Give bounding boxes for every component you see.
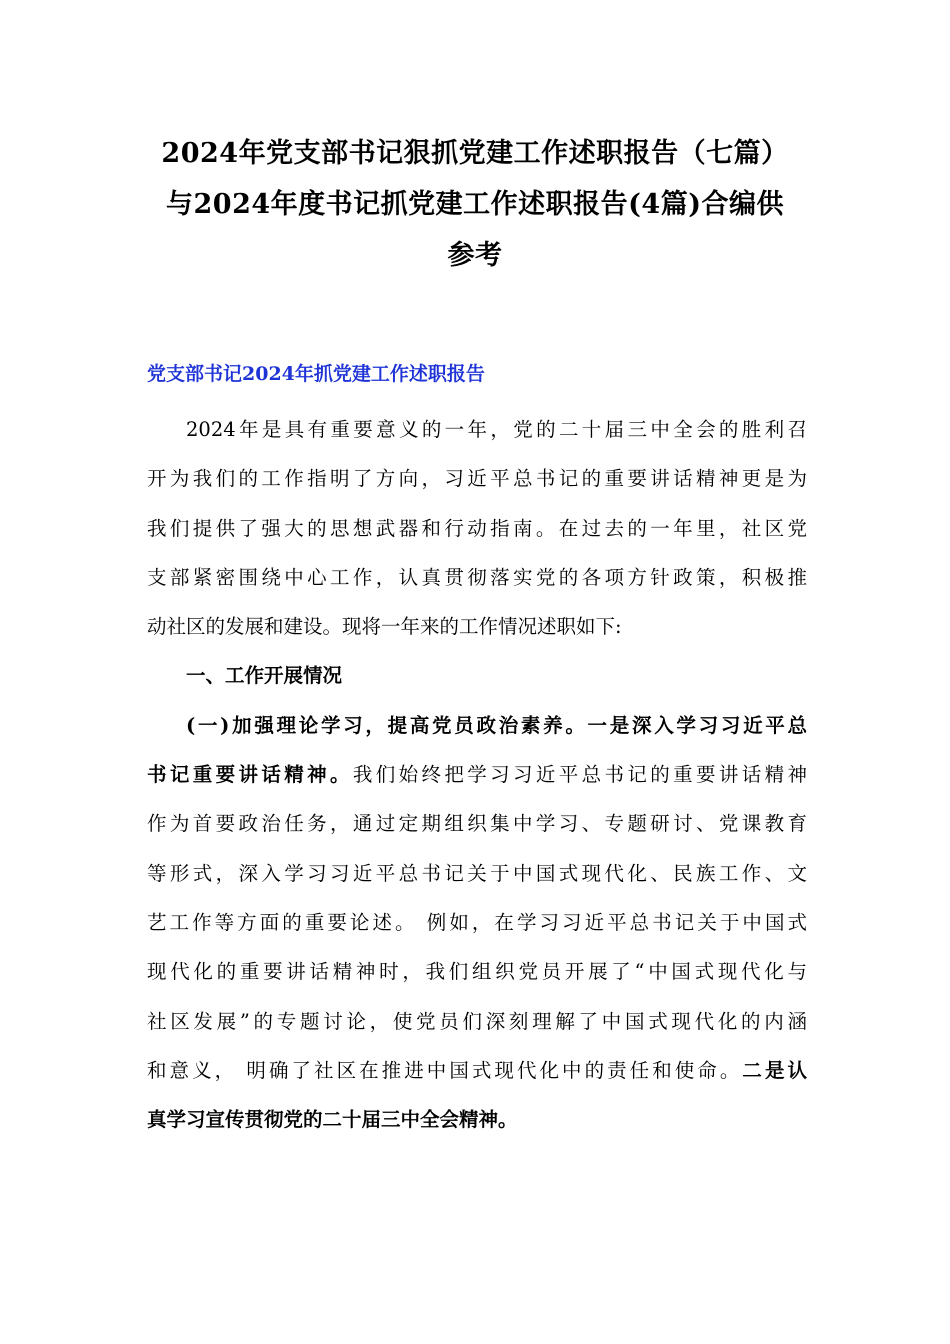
paragraph-line: 开为我们的工作指明了方向，习近平总书记的重要讲话精神更是为 [147,467,807,491]
paragraph-line: 艺工作等方面的重要论述。 例如，在学习习近平总书记关于中国式 [147,910,807,934]
document-title [130,128,820,281]
title-line-1: 2024年党支部书记狠抓党建工作述职报告（七篇） [161,138,789,169]
paragraph-line: 等形式，深入学习习近平总书记关于中国式现代化、民族工作、文 [147,861,807,885]
bold-phrase: 二是认 [742,1058,807,1082]
paragraph-line [147,1046,807,1095]
paragraph-line: 作为首要政治任务，通过定期组织集中学习、专题研讨、党课教育 [147,812,807,836]
paragraph-line: 2024年是具有重要意义的一年，党的二十届三中全会的胜利召 [186,418,807,441]
section-heading: 党支部书记2024年抓党建工作述职报告 [147,363,485,385]
paragraph-line: 支部紧密围绕中心工作，认真贯彻落实党的各项方针政策，积极推 [147,565,807,589]
paragraph-line: 我们提供了强大的思想武器和行动指南。在过去的一年里，社区党 [147,516,807,540]
body-text [147,405,807,1144]
title-line-3: 参考 [447,240,503,271]
paragraph-line: 社区发展”的专题讨论，使党员们深刻理解了中国式现代化的内涵 [147,1009,807,1033]
paragraph-line: 真学习宣传贯彻党的二十届三中全会精神。 [147,1108,518,1132]
title-line-2: 与2024年度书记抓党建工作述职报告(4篇)合编供 [166,189,784,220]
text-run: 和意义， 明确了社区在推进中国式现代化中的责任和使命。 [147,1058,743,1082]
paragraph-line: (一)加强理论学习，提高党员政治素养。一是深入学习习近平总 [186,713,807,737]
bold-phrase: 书记重要讲话精神。 [147,763,353,787]
paragraph-line: 动社区的发展和建设。现将一年来的工作情况述职如下: [147,615,622,639]
paragraph-line: 现代化的重要讲话精神时，我们组织党员开展了“中国式现代化与 [147,960,807,984]
paragraph-line [147,750,807,799]
text-run: 我们始终把学习习近平总书记的重要讲话精神 [352,763,807,787]
subsection-heading: 一、工作开展情况 [186,664,343,688]
